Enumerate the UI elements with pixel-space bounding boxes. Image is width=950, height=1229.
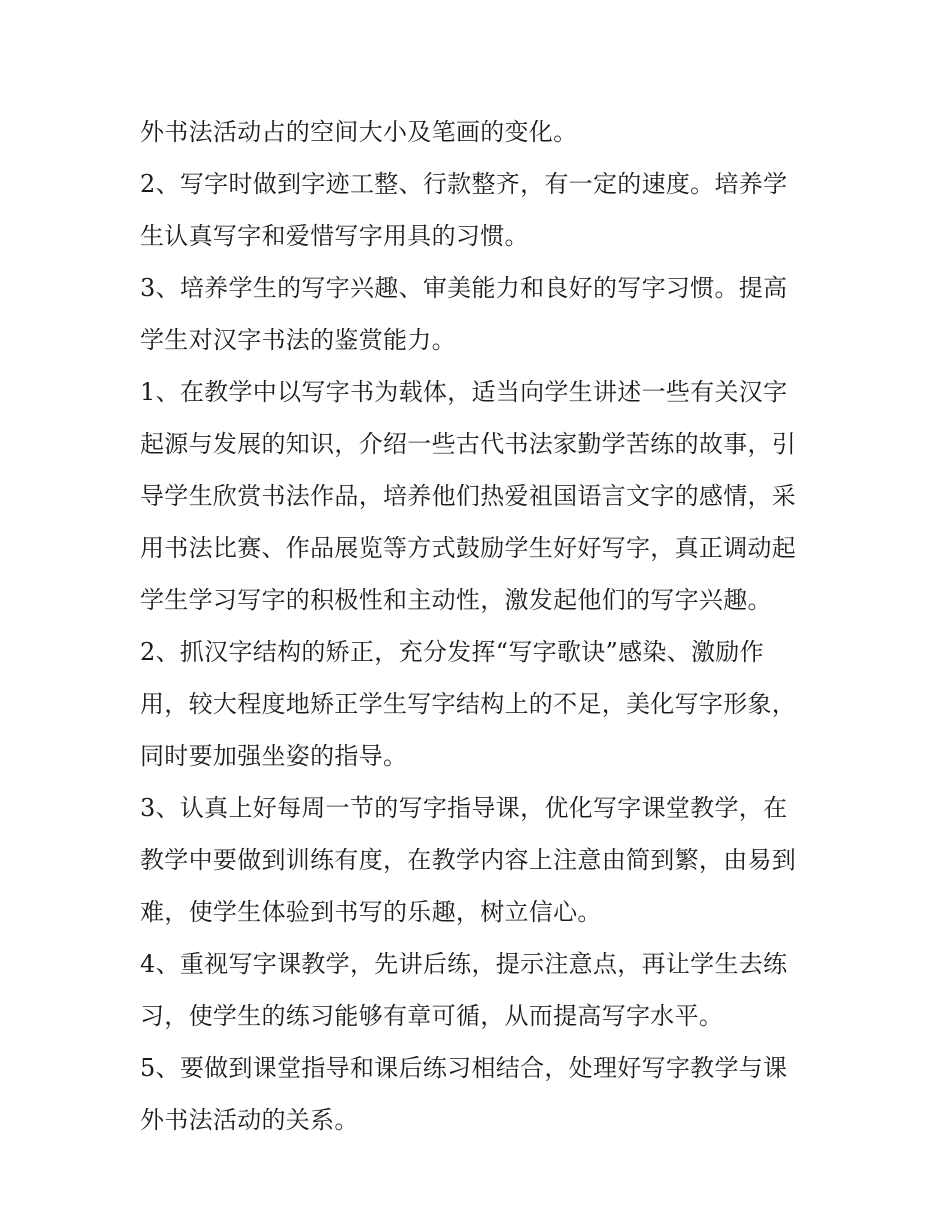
document-body bbox=[140, 106, 820, 1146]
text-line: 4、重视写字课教学，先讲后练，提示注意点，再让学生去练 bbox=[140, 950, 788, 978]
text-line: 3、培养学生的写字兴趣、审美能力和良好的写字习惯。提高 bbox=[140, 274, 788, 302]
text-line: 用书法比赛、作品展览等方式鼓励学生好好写字，真正调动起 bbox=[140, 534, 797, 562]
text-line: 教学中要做到训练有度，在教学内容上注意由简到繁，由易到 bbox=[140, 846, 797, 874]
text-line: 学生学习写字的积极性和主动性，激发起他们的写字兴趣。 bbox=[140, 586, 772, 614]
text-line: 1、在教学中以写字书为载体，适当向学生讲述一些有关汉字 bbox=[140, 378, 788, 406]
text-line: 难，使学生体验到书写的乐趣，树立信心。 bbox=[140, 898, 602, 926]
text-line: 导学生欣赏书法作品，培养他们热爱祖国语言文字的感情，采 bbox=[140, 482, 797, 510]
text-line: 生认真写字和爱惜写字用具的习惯。 bbox=[140, 222, 529, 250]
text-line: 同时要加强坐姿的指导。 bbox=[140, 742, 408, 770]
text-line: 外书法活动的关系。 bbox=[140, 1106, 359, 1134]
text-line: 外书法活动占的空间大小及笔画的变化。 bbox=[140, 118, 578, 146]
text-line: 2、抓汉字结构的矫正，充分发挥“写字歌诀”感染、激励作 bbox=[140, 638, 764, 666]
text-line: 学生对汉字书法的鉴赏能力。 bbox=[140, 326, 456, 354]
text-line: 习，使学生的练习能够有章可循，从而提高写字水平。 bbox=[140, 1002, 724, 1030]
text-line: 3、认真上好每周一节的写字指导课，优化写字课堂教学，在 bbox=[140, 794, 788, 822]
text-line: 5、要做到课堂指导和课后练习相结合，处理好写字教学与课 bbox=[140, 1054, 788, 1082]
text-line: 起源与发展的知识，介绍一些古代书法家勤学苦练的故事，引 bbox=[140, 430, 797, 458]
text-line: 用，较大程度地矫正学生写字结构上的不足，美化写字形象， bbox=[140, 690, 797, 718]
text-line: 2、写字时做到字迹工整、行款整齐，有一定的速度。培养学 bbox=[140, 170, 788, 198]
